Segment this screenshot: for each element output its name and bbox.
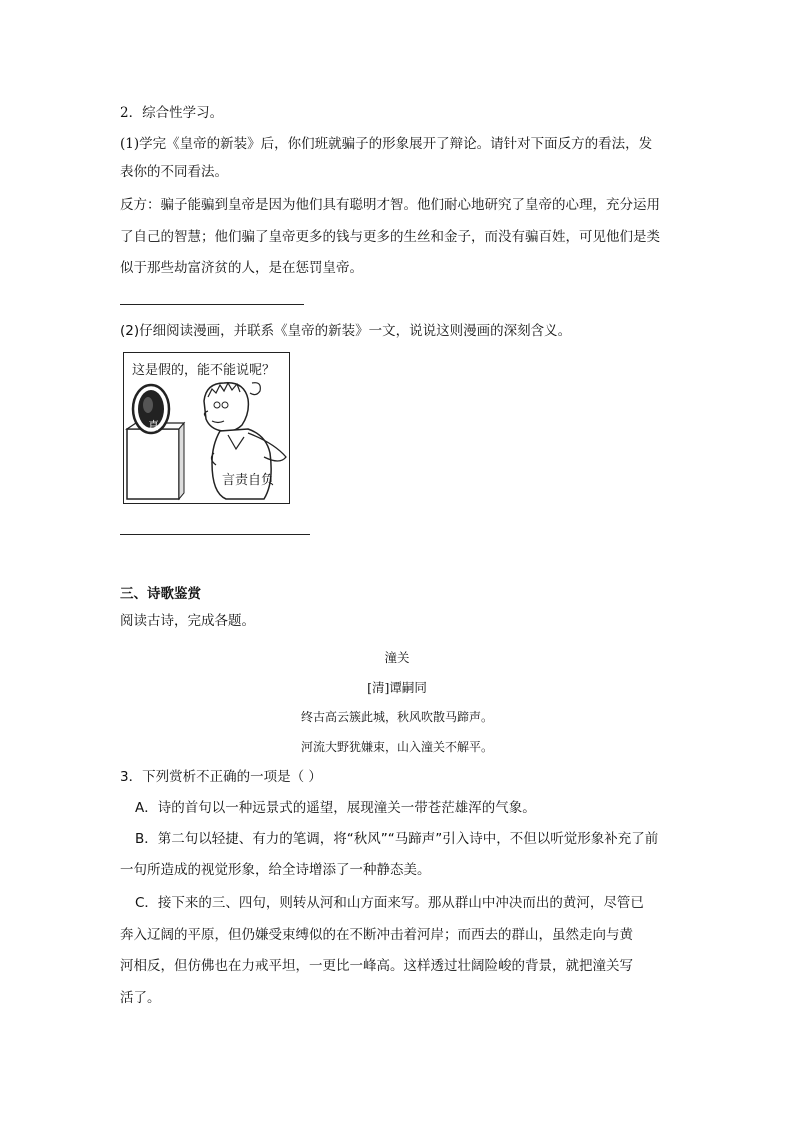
option-c-line3: 河相反，但仿佛也在力戒平坦，一更比一峰高。这样透过壮阔险峻的背景，就把潼关写 (120, 958, 633, 974)
question-2-title: 2．综合性学习。 (120, 105, 224, 121)
poem-author: [清]谭嗣同 (367, 680, 427, 695)
question-2-part2: (2)仔细阅读漫画，并联系《皇帝的新装》一文，说说这则漫画的深刻含义。 (120, 323, 572, 339)
opposing-view-line1: 反方：骗子能骗到皇帝是因为他们具有聪明才智。他们耐心地研究了皇帝的心理，充分运用 (120, 197, 660, 213)
option-b-line2: 一句所造成的视觉形象，给全诗增添了一种静态美。 (120, 862, 431, 878)
answer-blank-1[interactable] (120, 304, 304, 305)
poem-title: 潼关 (384, 650, 410, 665)
cartoon-caption: 这是假的，能不能说呢？ (132, 363, 276, 378)
poem-line-1: 终古高云簇此城，秋风吹散马蹄声。 (300, 710, 493, 724)
cartoon-label: 言责自负 (222, 473, 275, 488)
option-c-line4: 活了。 (120, 990, 161, 1006)
section-3-heading: 三、诗歌鉴赏 (120, 586, 201, 602)
question-3-stem: 3．下列赏析不正确的一项是（ ） (120, 769, 322, 785)
answer-blank-2[interactable] (120, 534, 310, 535)
option-c-line2: 奔入辽阔的平原，但仍嫌受束缚似的在不断冲击着河岸；而西去的群山，虽然走向与黄 (120, 927, 633, 943)
option-b-line1[interactable]: B．第二句以轻捷、有力的笔调，将“秋风”“马蹄声”引入诗中，不但以听觉形象补充了前 (135, 831, 659, 847)
option-c-line1[interactable]: C．接下来的三、四句，则转从河和山方面来写。那从群山中冲决而出的黄河，尽管已 (135, 895, 644, 911)
option-a[interactable]: A．诗的首句以一种远景式的遥望，展现潼关一带苍茫雄浑的气象。 (135, 800, 536, 816)
opposing-view-line2: 了自己的智慧；他们骗了皇帝更多的钱与更多的生丝和金子，而没有骗百姓，可见他们是类 (120, 229, 660, 245)
question-2-part1-line1: (1)学完《皇帝的新装》后，你们班就骗子的形象展开了辩论。请针对下面反方的看法，发 (120, 136, 653, 152)
opposing-view-line3: 似于那些劫富济贫的人，是在惩罚皇帝。 (120, 260, 363, 276)
section-3-instruction: 阅读古诗，完成各题。 (120, 613, 255, 629)
poem-line-2: 河流大野犹嫌束，山入潼关不解平。 (300, 740, 493, 754)
cartoon-image (123, 352, 290, 504)
mirror-text: 真 (148, 419, 159, 432)
question-2-part1-line2: 表你的不同看法。 (120, 164, 228, 180)
